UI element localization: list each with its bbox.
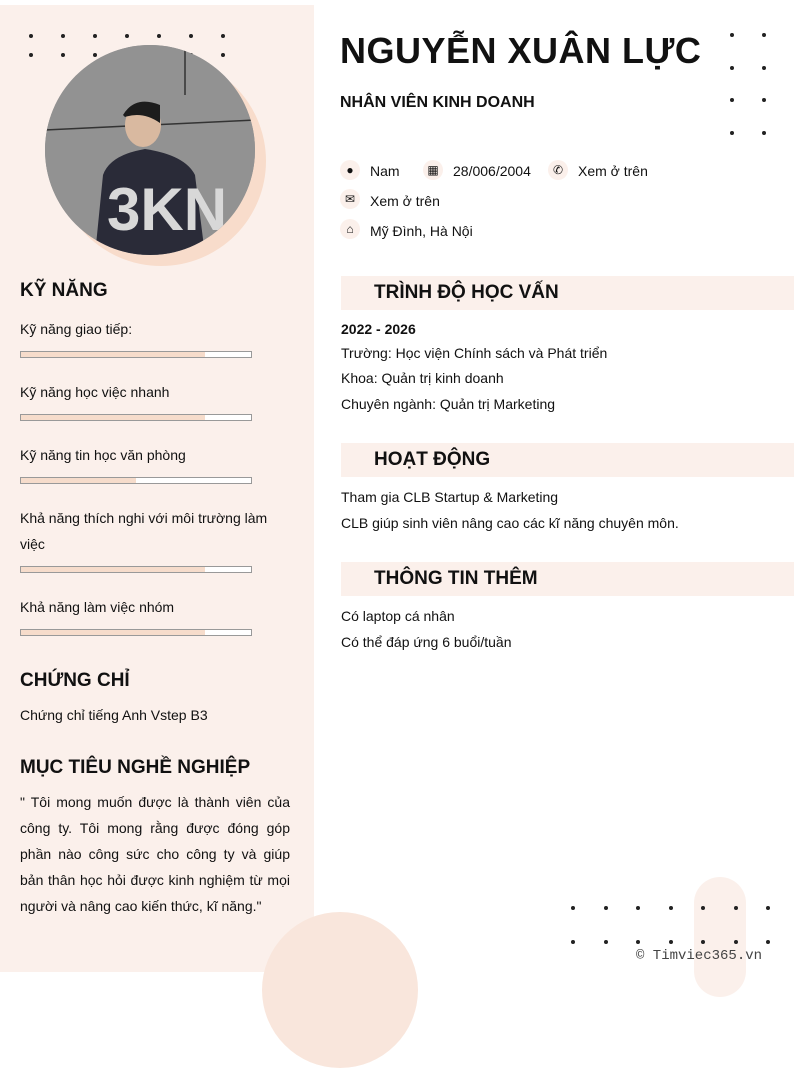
skill-level-bar: [20, 477, 252, 484]
decor-dot: [730, 33, 734, 37]
skill-label: Khả năng thích nghi với môi trường làm việc: [20, 510, 268, 552]
decor-dot: [734, 906, 738, 910]
email: Xem ở trên: [370, 193, 440, 209]
goal-title: MỤC TIÊU NGHỀ NGHIỆP: [20, 757, 251, 778]
extra-title: THÔNG TIN THÊM: [341, 562, 794, 596]
decor-dot: [669, 906, 673, 910]
skill-level-bar: [20, 414, 252, 421]
svg-text:3KN: 3KN: [107, 176, 228, 243]
extra-line: Có laptop cá nhân: [341, 608, 455, 624]
skill-level-fill: [21, 478, 136, 483]
calendar-icon: ▦: [423, 160, 443, 180]
decor-dot: [669, 940, 673, 944]
phone: Xem ở trên: [578, 163, 648, 179]
decor-dot: [762, 98, 766, 102]
decor-pill: [694, 877, 746, 997]
decor-dot: [93, 53, 97, 57]
phone-icon: ✆: [548, 160, 568, 180]
decor-dot: [61, 34, 65, 38]
skill-level-fill: [21, 415, 205, 420]
decor-dot: [762, 33, 766, 37]
decor-dot: [730, 131, 734, 135]
decor-dot: [766, 940, 770, 944]
decor-dot: [571, 906, 575, 910]
decor-dot: [29, 53, 33, 57]
education-line: Trường: Học viện Chính sách và Phát triển: [341, 345, 608, 361]
decor-dot: [221, 34, 225, 38]
decor-dot: [125, 34, 129, 38]
education-line: Khoa: Quản trị kinh doanh: [341, 370, 504, 386]
skill-label: Kỹ năng giao tiếp:: [20, 321, 133, 337]
user-icon: ●: [340, 160, 360, 180]
skill-level-bar: [20, 629, 252, 636]
skill-level-fill: [21, 352, 205, 357]
avatar: [45, 45, 255, 255]
skill-level-fill: [21, 630, 205, 635]
certificate-item: Chứng chỉ tiếng Anh Vstep B3: [20, 707, 208, 723]
decor-dot: [730, 66, 734, 70]
decor-dot: [766, 906, 770, 910]
candidate-role: NHÂN VIÊN KINH DOANH: [340, 94, 535, 111]
decor-dot: [762, 131, 766, 135]
decor-dot: [604, 906, 608, 910]
decor-dot: [734, 940, 738, 944]
candidate-name: NGUYỄN XUÂN LỰC: [340, 30, 702, 71]
decor-dot: [730, 98, 734, 102]
decor-dot: [636, 906, 640, 910]
skill-level-bar: [20, 566, 252, 573]
home-icon: ⌂: [340, 219, 360, 239]
birthday: 28/006/2004: [453, 163, 531, 179]
decor-semicircle: [262, 912, 418, 1068]
skills-title: KỸ NĂNG: [20, 280, 108, 301]
decor-dot: [189, 34, 193, 38]
skill-label: Khả năng làm việc nhóm: [20, 599, 175, 615]
decor-dot: [221, 53, 225, 57]
decor-dot: [29, 34, 33, 38]
education-line: Chuyên ngành: Quản trị Marketing: [341, 396, 556, 412]
decor-dot: [762, 66, 766, 70]
skill-level-fill: [21, 567, 205, 572]
goal-text: " Tôi mong muốn được là thành viên của công ty. Tôi mong rằng được đóng góp phần nào công sức cho công ty và giúp bản thân học hỏi được kinh nghiệm từ mọi người và nâng cao kiến thức, kĩ năng.": [20, 794, 290, 914]
extra-line: Có thể đáp ứng 6 buổi/tuần: [341, 634, 512, 650]
education-period: 2022 - 2026: [341, 321, 416, 337]
certificates-title: CHỨNG CHỈ: [20, 670, 130, 691]
gender: Nam: [370, 163, 400, 179]
activity-line: Tham gia CLB Startup & Marketing: [341, 489, 559, 505]
decor-dot: [157, 34, 161, 38]
mail-icon: ✉: [340, 189, 360, 209]
skill-label: Kỹ năng tin học văn phòng: [20, 447, 186, 463]
watermark: © Timviec365.vn: [636, 948, 763, 964]
decor-dot: [604, 940, 608, 944]
decor-dot: [571, 940, 575, 944]
address: Mỹ Đình, Hà Nội: [370, 223, 473, 239]
decor-dot: [701, 940, 705, 944]
decor-dot: [636, 940, 640, 944]
skill-label: Kỹ năng học việc nhanh: [20, 384, 170, 400]
decor-dot: [61, 53, 65, 57]
decor-dot: [93, 34, 97, 38]
skill-level-bar: [20, 351, 252, 358]
activity-line: CLB giúp sinh viên nâng cao các kĩ năng chuyên môn.: [341, 515, 679, 531]
decor-dot: [701, 906, 705, 910]
education-title: TRÌNH ĐỘ HỌC VẤN: [341, 276, 794, 310]
activities-title: HOẠT ĐỘNG: [341, 443, 794, 477]
